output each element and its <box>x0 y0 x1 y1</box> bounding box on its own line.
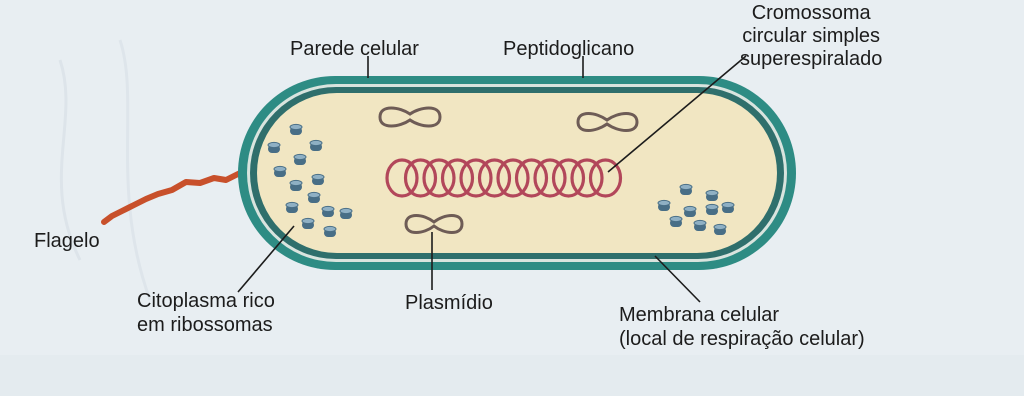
ribosome-icon <box>286 202 298 213</box>
ribosome-icon <box>274 166 286 177</box>
ribosome-icon <box>684 206 696 217</box>
ribosome-icon <box>340 208 352 219</box>
label-cytoplasm-line-2: em ribossomas <box>137 314 273 336</box>
ribosome-icon <box>706 204 718 215</box>
label-cytoplasm-line-1: Citoplasma rico <box>137 290 275 312</box>
label-membrane-line-2: (local de respiração celular) <box>619 328 865 350</box>
label-chromosome <box>740 2 882 71</box>
ribosome-icon <box>722 202 734 213</box>
ribosome-icon <box>680 184 692 195</box>
label-cytoplasm <box>137 289 275 337</box>
label-chromosome-line-1: Cromossoma <box>751 2 871 24</box>
ribosome-icon <box>290 124 302 135</box>
label-chromosome-line-2: circular simples <box>742 25 881 47</box>
ribosome-icon <box>312 174 324 185</box>
label-membrane-line-1: Membrana celular <box>619 304 780 326</box>
ribosome-icon <box>290 180 302 191</box>
ribosome-icon <box>308 192 320 203</box>
label-chromosome-line-3: superespiralado <box>740 48 883 70</box>
ribosome-icon <box>294 154 306 165</box>
label-membrane <box>619 303 865 351</box>
ribosome-icon <box>322 206 334 217</box>
label-cell-wall: Parede celular <box>290 38 419 60</box>
ribosome-icon <box>302 218 314 229</box>
ribosome-icon <box>694 220 706 231</box>
ribosome-icon <box>670 216 682 227</box>
label-peptidoglycan: Peptidoglicano <box>503 38 635 60</box>
ribosome-icon <box>268 142 280 153</box>
ribosome-icon <box>310 140 322 151</box>
ribosome-icon <box>324 226 336 237</box>
ribosome-icon <box>658 200 670 211</box>
label-plasmid: Plasmídio <box>405 292 493 314</box>
ribosome-icon <box>714 224 726 235</box>
label-flagellum: Flagelo <box>34 230 100 252</box>
ribosome-icon <box>706 190 718 201</box>
